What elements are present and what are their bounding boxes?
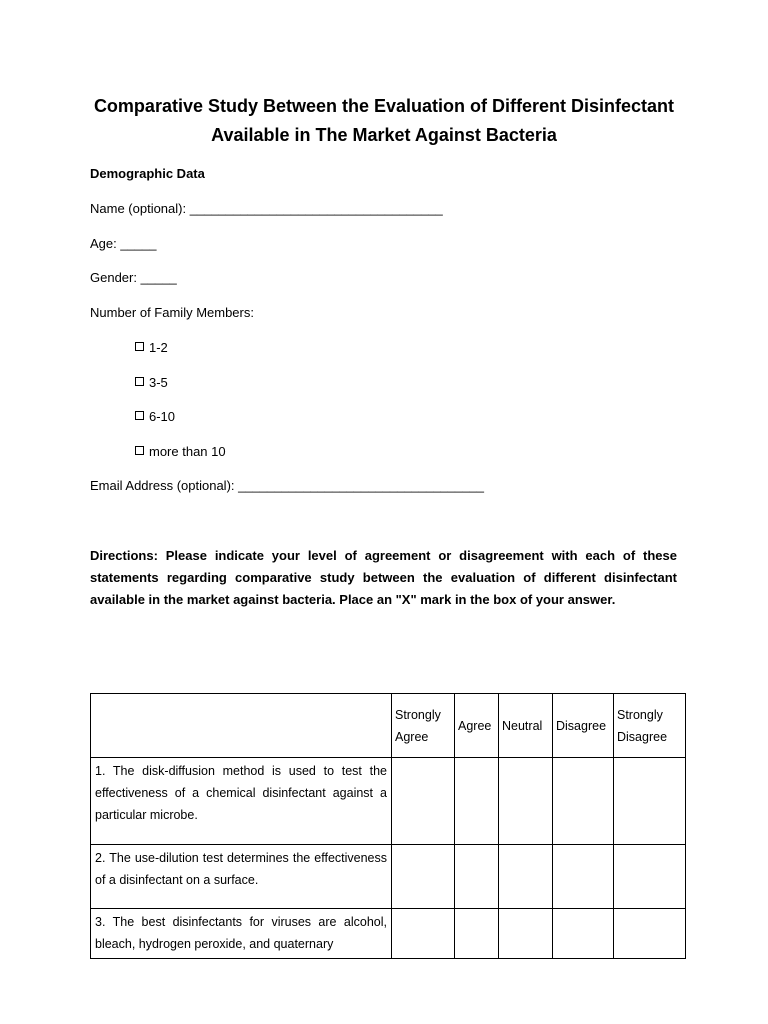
family-option-2[interactable] bbox=[135, 374, 168, 392]
answer-cell[interactable] bbox=[614, 909, 686, 959]
table-header-row bbox=[91, 694, 686, 758]
statement-cell: 1. The disk-diffusion method is used to test the effectiveness of a chemical disinfectant against a particular microbe. bbox=[91, 758, 392, 845]
directions-text: Directions: Please indicate your level of agreement or disagreement with each of these statements regarding comparative study between the evaluation of different disinfectant available in the market against bacteria. Place an "X" mark in the box of your answer. bbox=[90, 548, 677, 607]
statement-cell bbox=[91, 909, 392, 959]
answer-cell[interactable] bbox=[499, 845, 553, 909]
answer-cell[interactable] bbox=[392, 845, 455, 909]
family-option-1[interactable] bbox=[135, 339, 168, 357]
age-field[interactable]: Age: _____ bbox=[90, 236, 157, 251]
email-field[interactable]: Email Address (optional): __________________________________ bbox=[90, 478, 484, 493]
column-header: Strongly Agree bbox=[392, 694, 455, 758]
table-row bbox=[91, 845, 686, 909]
family-option-label: more than 10 bbox=[149, 444, 226, 459]
column-header: Disagree bbox=[553, 694, 614, 758]
likert-table bbox=[90, 693, 686, 959]
answer-cell[interactable] bbox=[499, 758, 553, 845]
table-row bbox=[91, 758, 686, 845]
family-option-4[interactable] bbox=[135, 443, 226, 461]
column-header: Agree bbox=[455, 694, 499, 758]
answer-cell[interactable] bbox=[392, 758, 455, 845]
answer-cell[interactable] bbox=[553, 758, 614, 845]
statement-cell: 2. The use-dilution test determines the effectiveness of a disinfectant on a surface. bbox=[91, 845, 392, 909]
answer-cell[interactable] bbox=[455, 758, 499, 845]
answer-cell[interactable] bbox=[553, 909, 614, 959]
answer-cell[interactable] bbox=[392, 909, 455, 959]
family-members-label: Number of Family Members: bbox=[90, 305, 254, 320]
table-row bbox=[91, 909, 686, 959]
family-option-3[interactable] bbox=[135, 408, 175, 426]
column-header: Strongly Disagree bbox=[614, 694, 686, 758]
answer-cell[interactable] bbox=[614, 758, 686, 845]
answer-cell[interactable] bbox=[614, 845, 686, 909]
checkbox-icon[interactable] bbox=[135, 446, 144, 455]
checkbox-icon[interactable] bbox=[135, 342, 144, 351]
statement-header-cell bbox=[91, 694, 392, 758]
family-option-label: 3-5 bbox=[149, 375, 168, 390]
gender-field[interactable]: Gender: _____ bbox=[90, 270, 177, 285]
checkbox-icon[interactable] bbox=[135, 411, 144, 420]
document-title: Comparative Study Between the Evaluation of Different Disinfectant Available in The Market Against Bacteria bbox=[93, 96, 675, 145]
checkbox-icon[interactable] bbox=[135, 377, 144, 386]
column-header: Neutral bbox=[499, 694, 553, 758]
family-option-label: 1-2 bbox=[149, 340, 168, 355]
statement-text: 3. The best disinfectants for viruses are alcohol, bleach, hydrogen peroxide, and quaternary bbox=[95, 915, 387, 951]
answer-cell[interactable] bbox=[455, 909, 499, 959]
family-option-label: 6-10 bbox=[149, 409, 176, 424]
answer-cell[interactable] bbox=[455, 845, 499, 909]
answer-cell[interactable] bbox=[553, 845, 614, 909]
answer-cell[interactable] bbox=[499, 909, 553, 959]
demographic-heading: Demographic Data bbox=[90, 166, 205, 181]
name-field[interactable]: Name (optional): ___________________________________ bbox=[90, 201, 443, 216]
